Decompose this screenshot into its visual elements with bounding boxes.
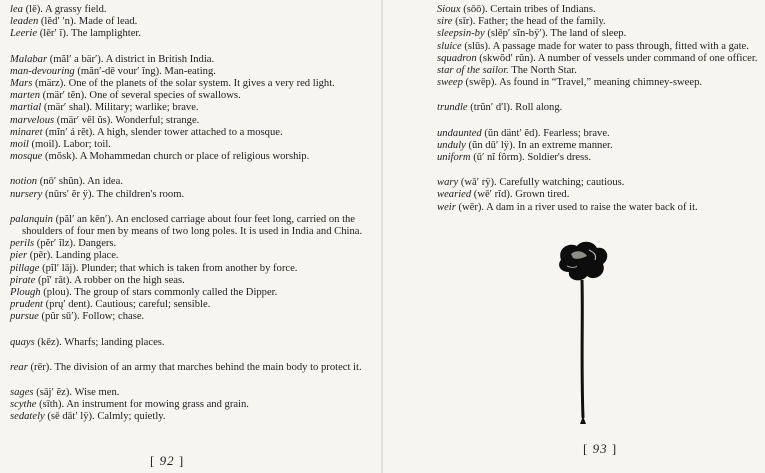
definition: Man-eating. [164, 65, 216, 77]
glossary-entry [437, 140, 759, 152]
glossary-entry [10, 16, 370, 28]
headword: prudent [10, 299, 43, 311]
definition: Made of lead. [78, 16, 138, 28]
pronunciation: (nō′ shŭn). [39, 176, 86, 188]
glossary-entry [10, 399, 370, 411]
definition: A robber on the high seas. [74, 274, 185, 286]
glossary-entry [437, 128, 759, 140]
pronunciation: (pĭ′ rāt). [37, 274, 73, 286]
page-number-left: [ 92 ] [150, 453, 185, 468]
glossary-entry [437, 102, 759, 114]
headword: uniform [437, 152, 471, 164]
headword: star of the sailor. [437, 65, 509, 77]
pronunciation: (ŭn dänt′ ĕd). [484, 127, 541, 139]
headword: palanquin [10, 213, 53, 225]
glossary-entry [10, 66, 370, 78]
headword: sleepsin-by [437, 28, 485, 40]
headword: marvelous [10, 114, 55, 126]
right-page [383, 0, 765, 473]
headword: Mars [10, 78, 33, 90]
headword: pillage [10, 262, 40, 274]
pronunciation: (lēr′ ĭ). [39, 28, 69, 40]
glossary-entry [10, 115, 370, 127]
glossary-entry [10, 214, 370, 238]
headword: sluice [437, 40, 462, 52]
glossary-entry [437, 77, 759, 89]
glossary-entry [10, 250, 370, 262]
definition: An enclosed carriage about four feet long, carried on the shoulders of four men by means of two long poles. It is used in India and China. [22, 213, 363, 238]
headword: notion [10, 176, 38, 188]
headword: wary [437, 177, 459, 189]
glossary-entry [10, 337, 370, 349]
glossary-entry [10, 387, 370, 399]
pronunciation: (mŏsk). [45, 151, 78, 163]
definition: In an extreme manner. [517, 139, 613, 151]
headword: sages [10, 387, 34, 399]
headword: pursue [10, 311, 39, 323]
pronunciation: (pĭl′ lāj). [42, 262, 79, 274]
glossary-entry [10, 238, 370, 250]
headword: minaret [10, 126, 43, 138]
pronunciation: (pēr). [29, 250, 53, 262]
glossary-entry [10, 28, 370, 40]
glossary-entry [10, 151, 370, 163]
headword: wearied [437, 189, 472, 201]
headword: man-devouring [10, 65, 75, 77]
pronunciation: (mär′ vĕl ŭs). [56, 114, 113, 126]
pronunciation: (pûr sū′). [41, 311, 80, 323]
headword: trundle [437, 102, 468, 114]
flower-illustration [553, 240, 613, 425]
page-number-right: [ 93 ] [583, 441, 618, 456]
pronunciation: (păl′ an kēn′). [55, 213, 114, 225]
headword: perils [10, 238, 35, 250]
pronunciation: (märz). [35, 78, 66, 90]
glossary-entry [10, 263, 370, 275]
pronunciation: (sē dāt′ lÿ). [47, 411, 95, 423]
definition: Soldier's dress. [527, 152, 592, 164]
glossary-entry [437, 65, 759, 77]
definition: As found in “Travel,” meaning chimney-sweep. [499, 77, 703, 89]
glossary-entry [10, 411, 370, 423]
glossary-entry [437, 202, 759, 214]
glossary-entry [10, 127, 370, 139]
definition: Calmly; quietly. [97, 411, 166, 423]
glossary-entry [10, 90, 370, 102]
glossary-entry [437, 189, 759, 201]
pronunciation: (slēp′ sĭn-bÿ′). [487, 28, 548, 40]
pronunciation: (swēp). [465, 77, 498, 89]
definition: A high, slender tower attached to a mosque. [96, 126, 283, 138]
glossary-entry [437, 177, 759, 189]
headword: sire [437, 16, 453, 28]
glossary-entry [437, 16, 759, 28]
glossary-entry [10, 4, 370, 16]
definition: One of several species of swallows. [89, 90, 241, 102]
pronunciation: (skwŏd′ rŭn). [479, 52, 536, 64]
headword: quays [10, 336, 35, 348]
definition: Military; warlike; brave. [94, 102, 199, 114]
pronunciation: (pĕr′ ĭlz). [36, 238, 76, 250]
pronunciation: (mär′ tĕn). [42, 90, 87, 102]
headword: Malabar [10, 53, 48, 65]
definition: A dam in a river used to raise the water back of it. [486, 201, 698, 213]
headword: lea [10, 4, 23, 15]
definition: Labor; toil. [63, 139, 111, 151]
glossary-right [437, 4, 759, 214]
definition: Roll along. [515, 102, 563, 114]
glossary-entry [10, 287, 370, 299]
glossary-entry [437, 4, 759, 16]
glossary-entry [10, 139, 370, 151]
pronunciation: (mĭn′ á rĕt). [45, 126, 95, 138]
glossary-entry [10, 311, 370, 323]
definition: Follow; chase. [82, 311, 145, 323]
definition: Wise men. [74, 387, 120, 399]
definition: The group of stars commonly called the Dipper. [74, 287, 278, 299]
left-page [0, 0, 382, 473]
definition: Cautious; careful; sensible. [95, 299, 211, 311]
definition: The land of sleep. [550, 28, 627, 40]
headword: pier [10, 250, 28, 262]
headword: Leerie [10, 28, 38, 40]
pronunciation: (wā′ rÿ). [460, 177, 497, 189]
glossary-entry [10, 78, 370, 90]
headword: martial [10, 102, 42, 114]
definition: An idea. [87, 176, 123, 188]
headword: unduly [437, 139, 466, 151]
headword: squadron [437, 52, 477, 64]
headword: leaden [10, 16, 39, 28]
pronunciation: (kēz). [37, 336, 62, 348]
definition: A grassy field. [45, 4, 107, 15]
definition: Landing place. [55, 250, 119, 262]
pronunciation: (wē′ rĭd). [473, 189, 513, 201]
glossary-left [10, 4, 370, 424]
definition: Plunder; that which is taken from another by force. [81, 262, 298, 274]
pronunciation: (sīr). [455, 16, 476, 28]
headword: sedately [10, 411, 45, 423]
definition: An instrument for mowing grass and grain. [66, 399, 249, 411]
pronunciation: (trŭn′ d′l). [470, 102, 513, 114]
pronunciation: (sōō). [463, 4, 488, 15]
definition: The division of an army that marches behind the main body to protect it. [54, 361, 362, 373]
headword: Plough [10, 287, 41, 299]
pronunciation: (moil). [31, 139, 61, 151]
glossary-entry [10, 189, 370, 201]
glossary-entry [10, 362, 370, 374]
pronunciation: (wēr). [458, 201, 485, 213]
headword: moil [10, 139, 29, 151]
definition: Wharfs; landing places. [64, 336, 165, 348]
pronunciation: (mär′ shal). [43, 102, 93, 114]
headword: marten [10, 90, 41, 102]
headword: nursery [10, 188, 43, 200]
glossary-entry [437, 41, 759, 53]
definition: The North Star. [511, 65, 577, 77]
glossary-entry [437, 152, 759, 164]
glossary-entry [10, 54, 370, 66]
headword: Sioux [437, 4, 461, 15]
definition: Father; the head of the family. [478, 16, 606, 28]
definition: A number of vessels under command of one officer. [537, 52, 758, 64]
headword: mosque [10, 151, 43, 163]
definition: One of the planets of the solar system. It gives a very red light. [68, 78, 335, 90]
pronunciation: (lē). [25, 4, 43, 15]
headword: sweep [437, 77, 463, 89]
headword: weir [437, 201, 456, 213]
definition: Carefully watching; cautious. [499, 177, 625, 189]
glossary-entry [10, 102, 370, 114]
glossary-entry [10, 275, 370, 287]
pronunciation: (măn′-dē vour′ ĭng). [77, 65, 162, 77]
glossary-entry [10, 176, 370, 188]
definition: A passage made for water to pass through, fitted with a gate. [492, 40, 749, 52]
glossary-entry [10, 299, 370, 311]
pronunciation: (prų′ dent). [45, 299, 93, 311]
pronunciation: (nûrs′ ĕr ÿ). [45, 188, 95, 200]
pronunciation: (ŭn dū′ lÿ). [468, 139, 516, 151]
definition: Dangers. [78, 238, 117, 250]
definition: The children's room. [96, 188, 185, 200]
definition: Wonderful; strange. [115, 114, 200, 126]
headword: undaunted [437, 127, 482, 139]
pronunciation: (lĕd′ ′n). [40, 16, 77, 28]
glossary-entry [437, 28, 759, 40]
headword: rear [10, 361, 28, 373]
headword: pirate [10, 274, 36, 286]
definition: Fearless; brave. [543, 127, 610, 139]
pronunciation: (sāj′ ĕz). [36, 387, 73, 399]
pronunciation: (ū′ nĭ fôrm). [473, 152, 525, 164]
definition: A Mohammedan church or place of religious worship. [79, 151, 310, 163]
pronunciation: (măl′ a bär′). [49, 53, 104, 65]
definition: The lamplighter. [71, 28, 142, 40]
definition: Grown tired. [515, 189, 570, 201]
pronunciation: (plou). [43, 287, 72, 299]
definition: A district in British India. [105, 53, 215, 65]
pronunciation: (sīth). [39, 399, 65, 411]
glossary-entry [437, 53, 759, 65]
pronunciation: (rēr). [30, 361, 52, 373]
definition: Certain tribes of Indians. [490, 4, 596, 15]
headword: scythe [10, 399, 37, 411]
pronunciation: (slūs). [464, 40, 491, 52]
